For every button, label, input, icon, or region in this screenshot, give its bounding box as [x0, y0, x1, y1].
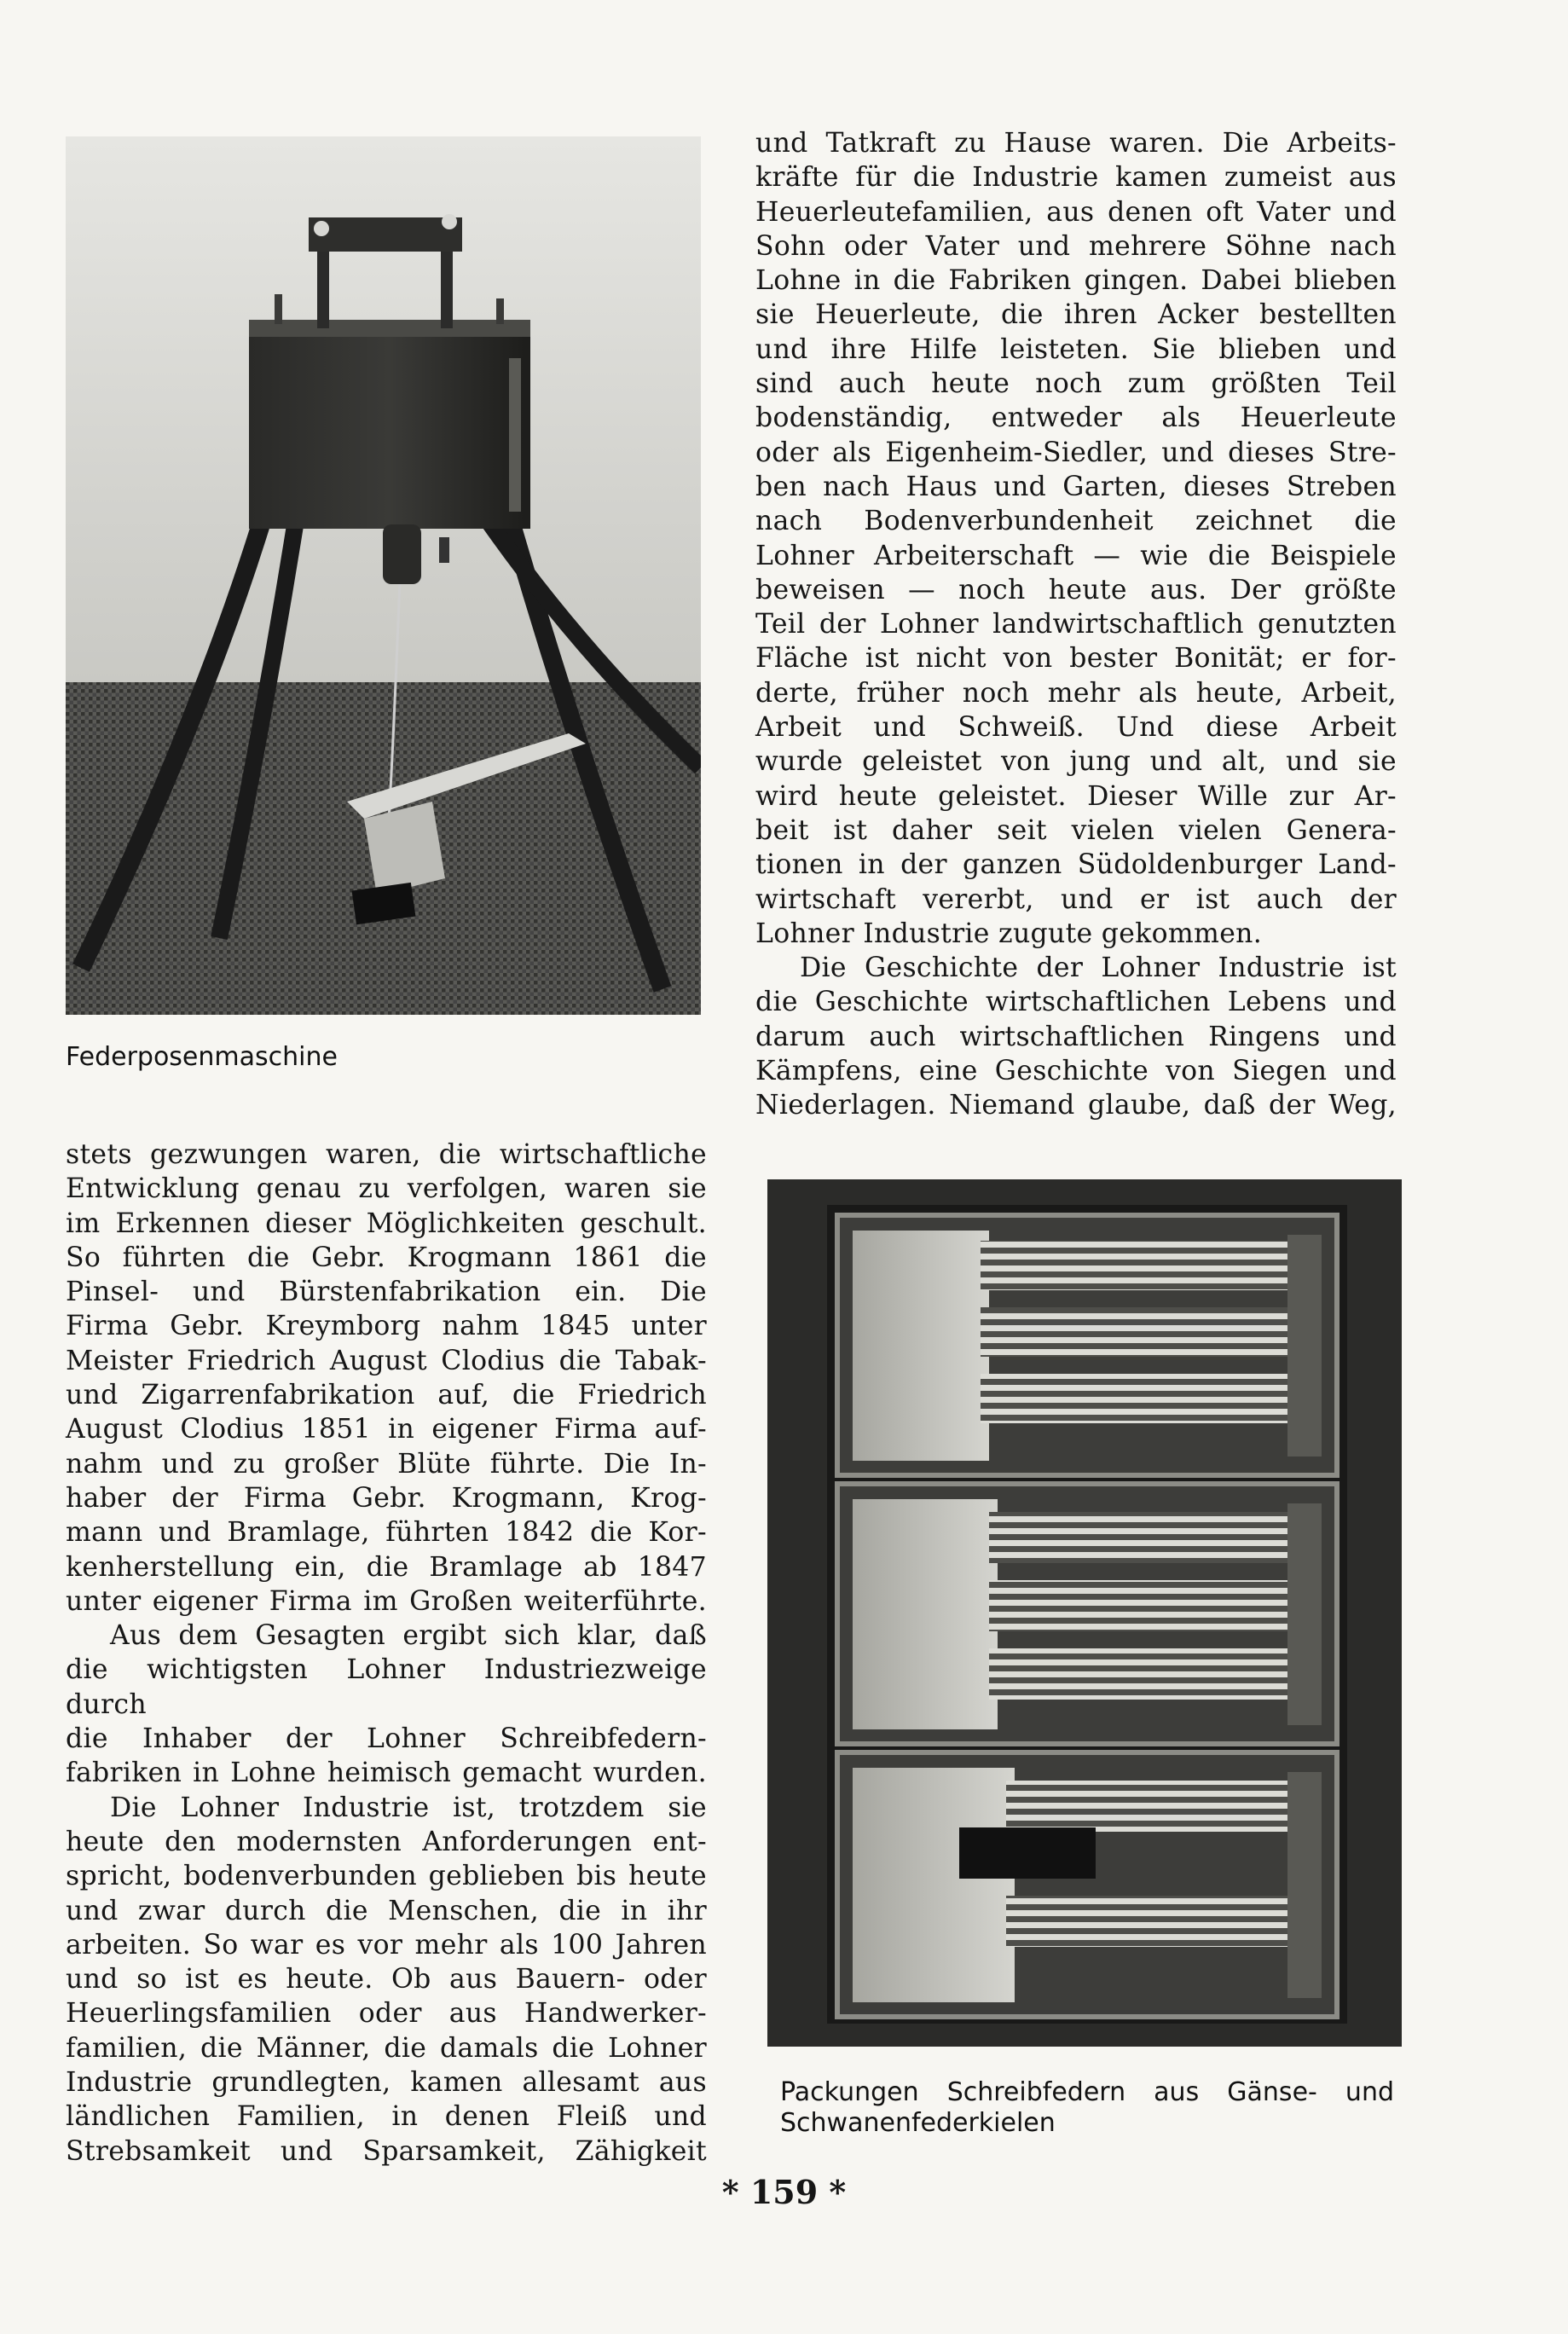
text-line: Teil der Lohner landwirtschaftlich genutzten [755, 609, 1397, 640]
text-line: die Inhaber der Lohner Schreibfedern- [66, 1723, 707, 1755]
text-line: Pinsel- und Bürstenfabrikation ein. Die [66, 1277, 707, 1308]
text-line: und Tatkraft zu Hause waren. Die Arbeits- [755, 128, 1397, 159]
text-line: nach Bodenverbundenheit zeichnet die [755, 506, 1397, 537]
text-line: sind auch heute noch zum größten Teil [755, 368, 1397, 400]
text-line: und ihre Hilfe leisteten. Sie blieben und [755, 333, 1397, 365]
text-line: Meister Friedrich August Clodius die Tabak- [66, 1345, 707, 1376]
text-line: Industrie grundlegten, kamen allesamt aus [66, 2067, 707, 2099]
text-line: ländlichen Familien, in denen Fleiß und [66, 2101, 707, 2133]
text-line: beit ist daher seit vielen vielen Genera- [755, 814, 1397, 846]
text-line: Heuerlingsfamilien oder aus Handwerker- [66, 1998, 707, 2030]
text-line: Strebsamkeit und Sparsamkeit, Zähigkeit [66, 2135, 707, 2167]
text-line: arbeiten. So war es vor mehr als 100 Jahren [66, 1929, 707, 1960]
text-line: Die Geschichte der Lohner Industrie ist [800, 953, 1397, 984]
text-line: kräfte für die Industrie kamen zumeist aus [755, 162, 1397, 194]
text-line: ben nach Haus und Garten, dieses Streben [755, 471, 1397, 502]
paragraph-continued [755, 985, 1397, 1122]
text-line: im Erkennen dieser Möglichkeiten geschult. [66, 1208, 707, 1239]
text-line: Firma Gebr. Kreymborg nahm 1845 unter [66, 1311, 707, 1342]
text-line: beweisen — noch heute aus. Der größte [755, 574, 1397, 605]
paragraph [755, 951, 1397, 985]
text-line: derte, früher noch mehr als heute, Arbeit, [755, 677, 1397, 709]
text-line: Lohner Industrie zugute gekommen. [755, 918, 1263, 949]
text-line: mann und Bramlage, führten 1842 die Kor- [66, 1517, 707, 1549]
text-line: heute den modernsten Anforderungen ent- [66, 1826, 707, 1857]
left-column-bottom [66, 1138, 707, 2169]
text-line: August Clodius 1851 in eigener Firma auf- [66, 1414, 707, 1445]
text-line: wird heute geleistet. Dieser Wille zur Ar- [755, 780, 1397, 812]
text-line: Lohne in die Fabriken gingen. Dabei blieben [755, 265, 1397, 297]
text-line: darum auch wirtschaftlichen Ringens und [755, 1021, 1397, 1052]
text-line: wirtschaft vererbt, und er ist auch der [755, 883, 1397, 915]
text-line: und so ist es heute. Ob aus Bauern- oder [66, 1964, 707, 1995]
text-line: oder als Eigenheim-Siedler, und dieses Stre- [755, 437, 1397, 468]
text-line: haber der Firma Gebr. Krogmann, Krog- [66, 1482, 707, 1514]
text-line: Die Lohner Industrie ist, trotzdem sie [110, 1792, 707, 1823]
figure-caption-schreibfedern-line2: Schwanenfederkielen [780, 2108, 1056, 2138]
package-box-1 [837, 1215, 1337, 1475]
text-line: Fläche ist nicht von bester Bonität; er for- [755, 643, 1397, 675]
text-line: fabriken in Lohne heimisch gemacht wurden. [66, 1758, 707, 1789]
text-line: So führten die Gebr. Krogmann 1861 die [66, 1242, 707, 1273]
federposenmaschine-photo [66, 136, 701, 1015]
text-line: Aus dem Gesagten ergibt sich klar, daß [110, 1620, 707, 1652]
text-line: die Geschichte wirtschaftlichen Lebens und [755, 987, 1397, 1018]
package-box-2 [837, 1484, 1337, 1744]
text-line: Heuerleutefamilien, aus denen oft Vater und [755, 196, 1397, 228]
text-line: sie Heuerleute, die ihren Acker bestellten [755, 299, 1397, 331]
paragraph [66, 1138, 707, 1619]
text-line: Entwicklung genau zu verfolgen, waren sie [66, 1173, 707, 1205]
paragraph [66, 1791, 707, 2169]
text-line: bodenständig, entweder als Heuerleute [755, 403, 1397, 434]
text-line: Arbeit und Schweiß. Und diese Arbeit [755, 712, 1397, 744]
text-line: nahm und zu großer Blüte führte. Die In- [66, 1448, 707, 1480]
text-line: und zwar durch die Menschen, die in ihr [66, 1895, 707, 1926]
text-line: tionen in der ganzen Südoldenburger Land- [755, 849, 1397, 881]
text-line: spricht, bodenverbunden geblieben bis heute [66, 1861, 707, 1892]
paragraph [66, 1619, 707, 1790]
pen-packages-illustration [767, 1179, 1402, 2047]
caption-line: Packungen Schreibfedern aus Gänse- und [780, 2077, 1394, 2107]
text-line: familien, die Männer, die damals die Lohner [66, 2032, 707, 2064]
paragraph [755, 126, 1397, 951]
text-line: wurde geleistet von jung und alt, und sie [755, 746, 1397, 778]
text-line: Sohn oder Vater und mehrere Söhne nach [755, 230, 1397, 262]
text-line: Niederlagen. Niemand glaube, daß der Weg, [755, 1090, 1397, 1121]
figure-caption-federposenmaschine: Federposenmaschine [66, 1042, 338, 1072]
text-line: unter eigener Firma im Großen weiterführte. [66, 1585, 707, 1617]
text-line: kenherstellung ein, die Bramlage ab 1847 [66, 1551, 707, 1583]
right-column-top [755, 126, 1397, 1123]
text-line: Lohner Arbeiterschaft — wie die Beispiele [755, 540, 1397, 571]
page-number: * 159 * [721, 2173, 847, 2211]
text-line: und Zigarrenfabrikation auf, die Friedrich [66, 1380, 707, 1411]
package-box-3 [837, 1752, 1337, 2017]
machine-illustration [66, 136, 701, 1015]
text-line: Kämpfens, eine Geschichte von Siegen und [755, 1056, 1397, 1087]
text-line: die wichtigsten Lohner Industriezweige durch [66, 1654, 707, 1720]
figure-caption-schreibfedern [780, 2077, 1394, 2108]
text-line: stets gezwungen waren, die wirtschaftliche [66, 1139, 707, 1170]
schreibfedern-photo [767, 1179, 1402, 2047]
